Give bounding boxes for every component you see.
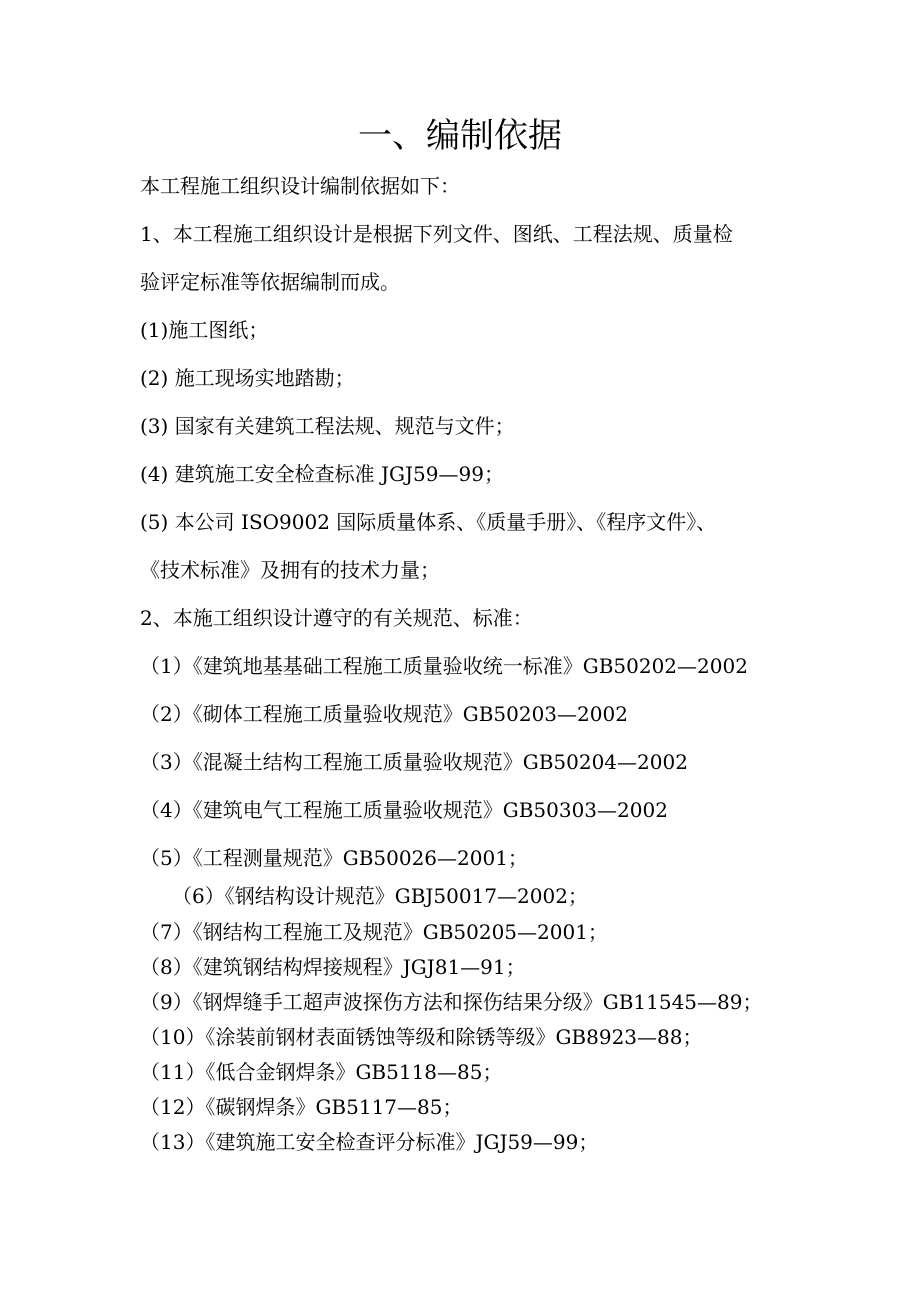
standard-item-3: （3）《混凝土结构工程施工质量验收规范》GB50204—2002 (140, 750, 688, 774)
basis-item-5-continued: 《技术标准》及拥有的技术力量； (140, 558, 440, 582)
basis-item-2: (2) 施工现场实地踏勘； (140, 366, 355, 390)
section1-line1: 1、本工程施工组织设计是根据下列文件、图纸、工程法规、质量检 (140, 222, 733, 246)
standard-item-6: （6）《钢结构设计规范》GBJ50017—2002； (172, 884, 588, 908)
intro-text: 本工程施工组织设计编制依据如下： (140, 174, 460, 198)
basis-item-3: (3) 国家有关建筑工程法规、规范与文件； (140, 414, 515, 438)
standard-item-13: （13）《建筑施工安全检查评分标准》JGJ59—99； (140, 1130, 599, 1154)
standard-item-10: （10）《涂装前钢材表面锈蚀等级和除锈等级》GB8923—88； (140, 1025, 703, 1049)
standard-item-7: （7）《钢结构工程施工及规范》GB50205—2001； (140, 920, 608, 944)
standard-item-12: （12）《碳钢焊条》GB5117—85； (140, 1095, 463, 1119)
standard-item-4: （4）《建筑电气工程施工质量验收规范》GB50303—2002 (140, 798, 668, 822)
section2-heading: 2、本施工组织设计遵守的有关规范、标准： (140, 606, 533, 630)
page-title: 一、编制依据 (358, 116, 562, 156)
basis-item-5: (5) 本公司 ISO9002 国际质量体系、《质量手册》、《程序文件》、 (140, 510, 717, 534)
section1-line2: 验评定标准等依据编制而成。 (140, 270, 400, 294)
standard-item-11: （11）《低合金钢焊条》GB5118—85； (140, 1060, 503, 1084)
standard-item-2: （2）《砌体工程施工质量验收规范》GB50203—2002 (140, 702, 628, 726)
standard-item-1: （1）《建筑地基基础工程施工质量验收统一标准》GB50202—2002 (140, 654, 748, 678)
basis-item-4: (4) 建筑施工安全检查标准 JGJ59—99； (140, 462, 504, 486)
basis-item-1: (1)施工图纸； (140, 318, 269, 342)
standard-item-8: （8）《建筑钢结构焊接规程》JGJ81—91； (140, 955, 526, 979)
standard-item-9: （9）《钢焊缝手工超声波探伤方法和探伤结果分级》GB11545—89； (140, 990, 763, 1014)
standard-item-5: （5）《工程测量规范》GB50026—2001； (140, 846, 528, 870)
